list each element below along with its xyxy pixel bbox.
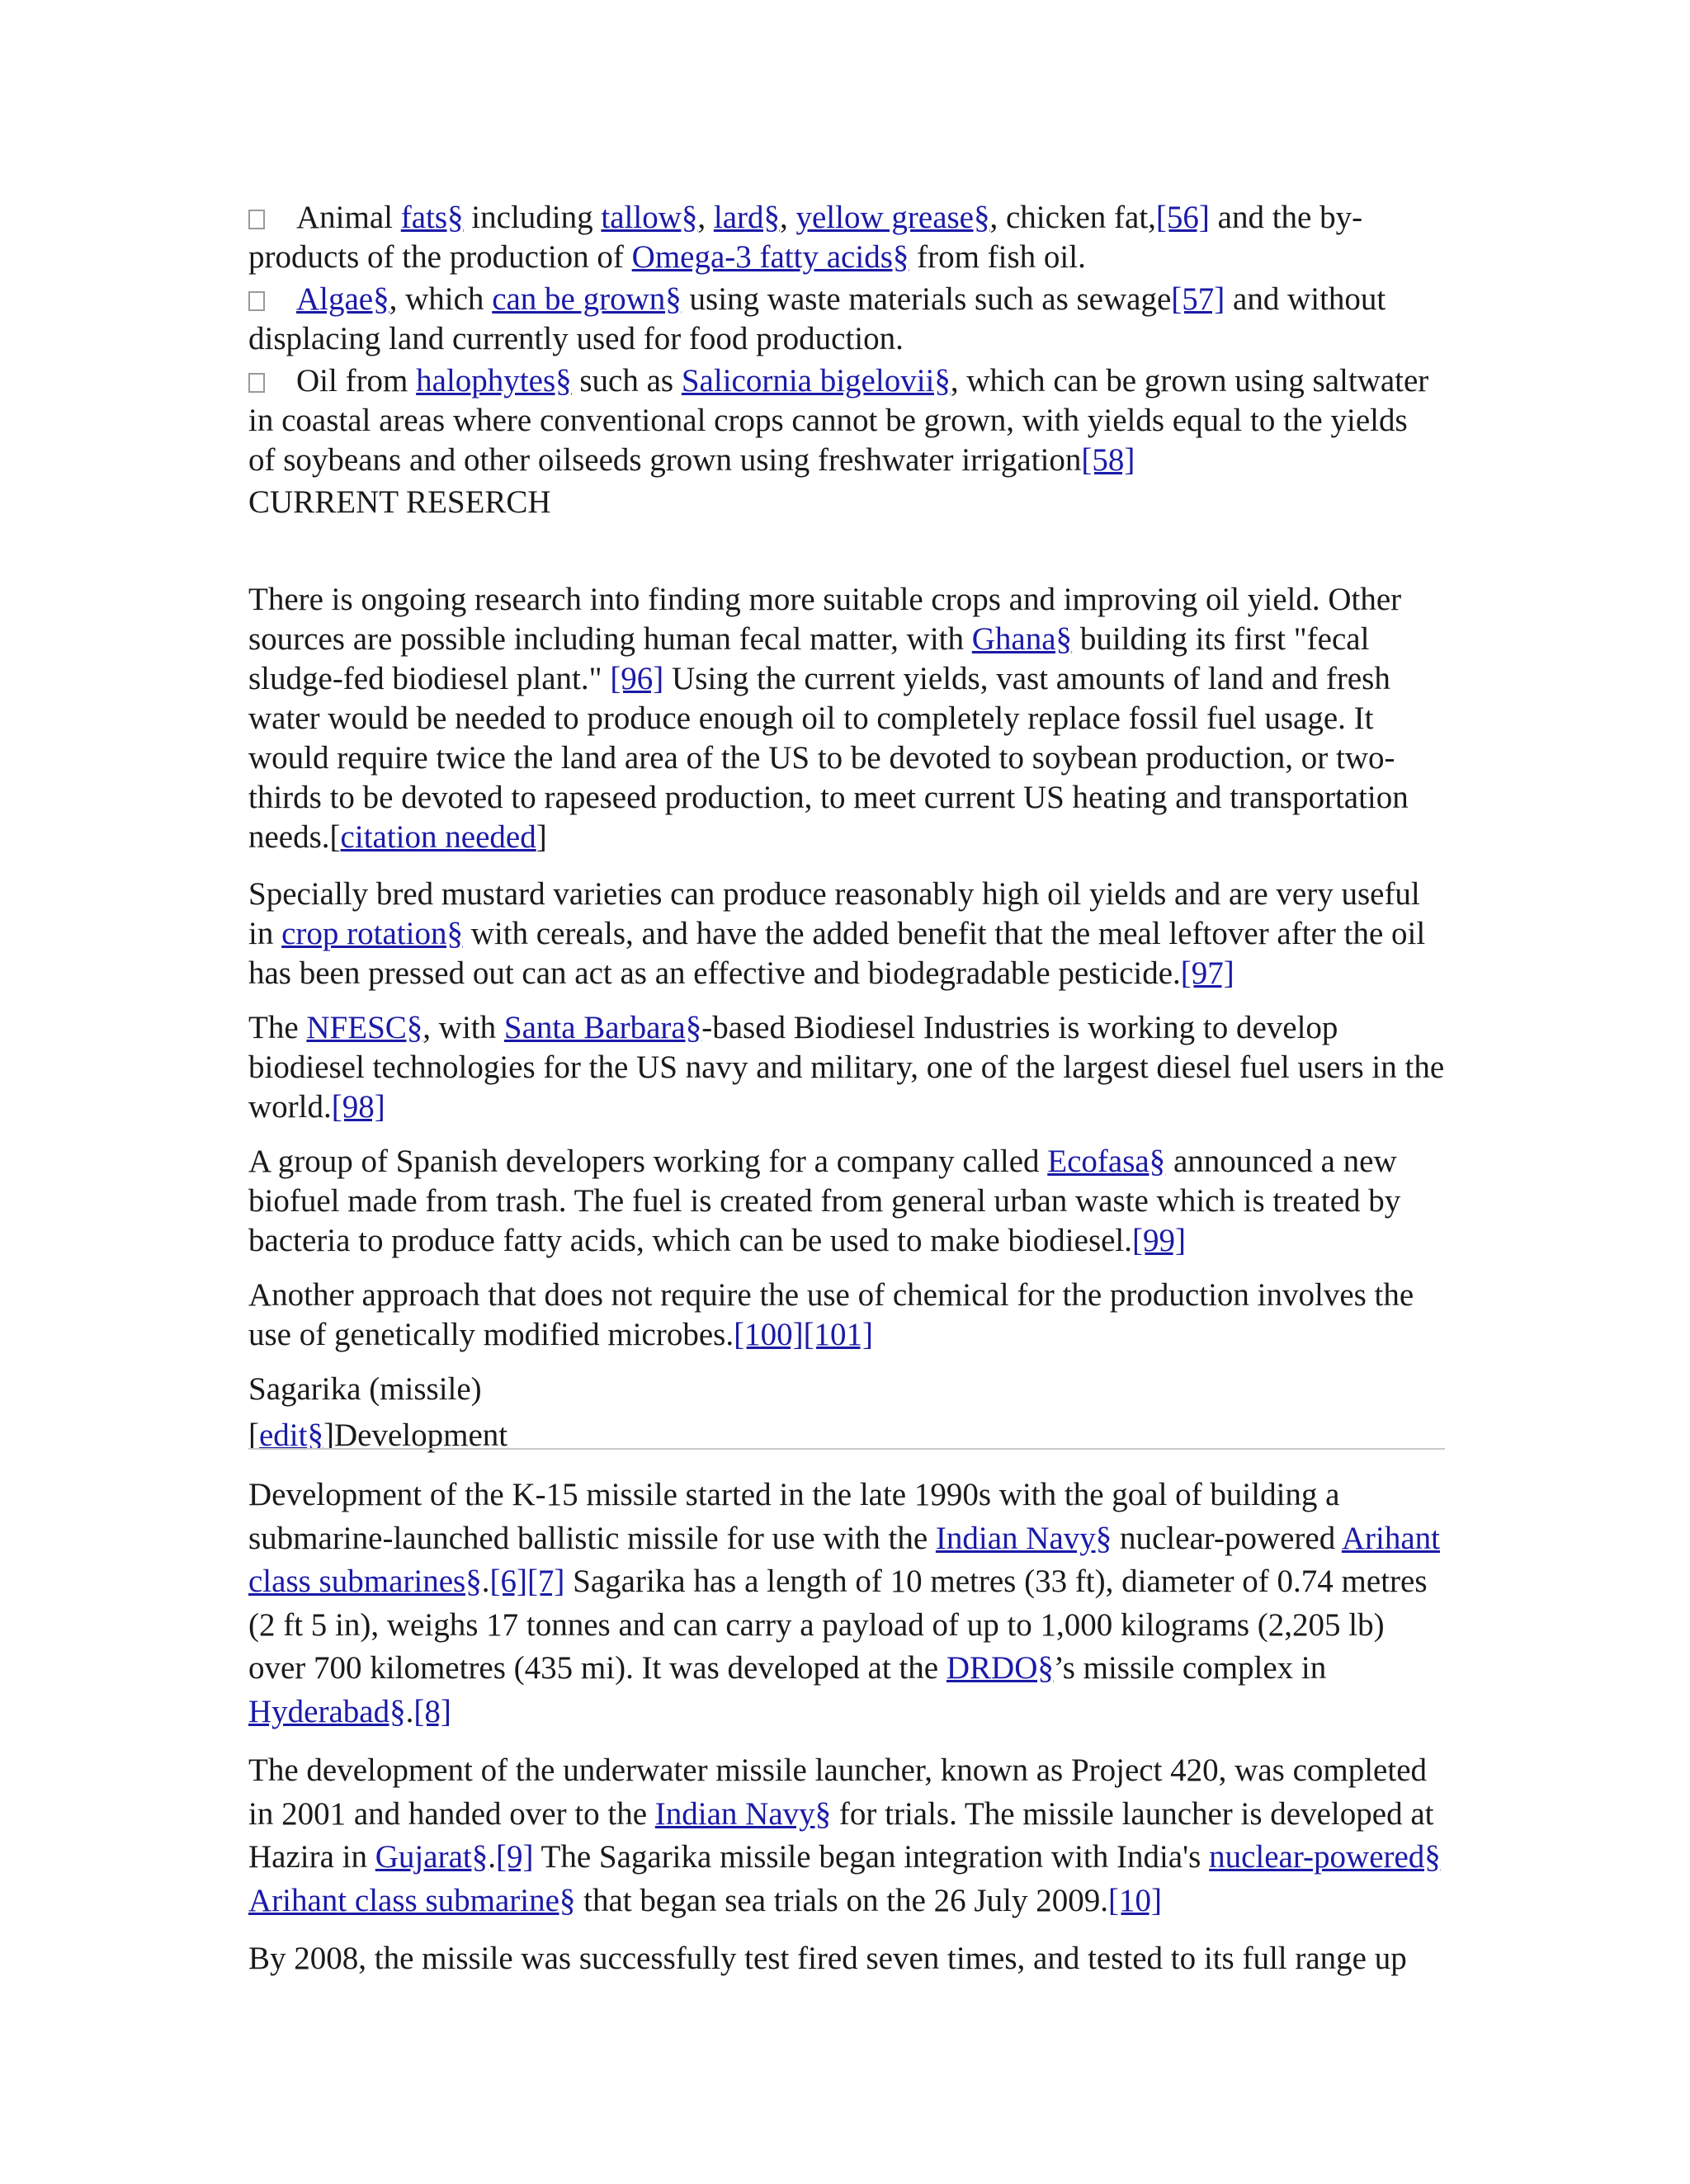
ref-6[interactable]: [6]	[489, 1564, 527, 1599]
link-gujarat[interactable]: Gujarat§	[375, 1839, 489, 1875]
ref-9[interactable]: [9]	[495, 1839, 534, 1875]
list-item: Animal fats§ including tallow§, lard§, yellow grease§, chicken fat,[56] and the by-products of the production of Omega-3 fatty acids§ from fish oil.	[248, 200, 1363, 275]
ref-97[interactable]: [97]	[1180, 955, 1234, 991]
ref-99[interactable]: [99]	[1132, 1223, 1186, 1258]
list-item: Algae§, which can be grown§ using waste materials such as sewage[57] and without displacing land currently used for food production.	[248, 281, 1386, 356]
link-nuclear-powered[interactable]: nuclear-powered§	[1209, 1839, 1441, 1875]
paragraph-nfesc: The NFESC§, with Santa Barbara§-based Biodiesel Industries is working to develop biodiesel technologies for the US navy and military, one of the largest diesel fuel users in the world.[98]	[248, 1010, 1445, 1125]
link-indian-navy-2[interactable]: Indian Navy§	[654, 1795, 832, 1832]
article-title-sagarika: Sagarika (missile)	[248, 1371, 482, 1407]
link-tallow[interactable]: tallow§	[601, 200, 698, 235]
link-nfesc[interactable]: NFESC§	[306, 1010, 423, 1045]
ref-8[interactable]: [8]	[413, 1693, 451, 1729]
ref-101[interactable]: [101]	[803, 1317, 874, 1352]
paragraph-2008-tests: By 2008, the missile was successfully test fired seven times, and tested to its full range up	[248, 1941, 1407, 1976]
link-yellow-grease[interactable]: yellow grease§	[795, 200, 990, 235]
ref-7[interactable]: [7]	[526, 1564, 565, 1599]
checkbox-glyph-icon	[248, 210, 265, 229]
link-drdo[interactable]: DRDO§	[946, 1650, 1054, 1686]
source-list	[248, 198, 1437, 522]
link-arihant-class-submarine[interactable]: Arihant class submarine§	[248, 1882, 576, 1918]
link-salicornia[interactable]: Salicornia bigelovii§	[681, 363, 951, 399]
ref-96[interactable]: [96]	[610, 661, 664, 696]
link-hyderabad[interactable]: Hyderabad§	[248, 1693, 406, 1729]
link-arihant-class-submarines[interactable]: Arihant class submarines§	[248, 1520, 1440, 1599]
edit-link[interactable]: edit§	[259, 1417, 323, 1453]
section-heading-development: [edit§]Development	[248, 1417, 508, 1453]
section-divider	[248, 1448, 1445, 1450]
paragraph-ongoing-research: There is ongoing research into finding more suitable crops and improving oil yield. Other sources are possible including human fecal matter, with Ghana§ building its first "fecal sludge-fed biodiesel plant." [96] Using the current yields, vast amounts of land and fresh water would be needed to produce enough oil to completely replace fossil fuel usage. It would require twice the land area of the US to be devoted to soybean production, or two-thirds to be devoted to rapeseed production, to meet current US heating and transportation needs.[citation needed]	[248, 582, 1409, 855]
link-citation-needed[interactable]: citation needed	[340, 819, 536, 855]
ref-56[interactable]: [56]	[1155, 200, 1210, 235]
link-can-be-grown[interactable]: can be grown§	[492, 281, 682, 317]
checkbox-glyph-icon	[248, 373, 265, 393]
paragraph-project-420: The development of the underwater missile launcher, known as Project 420, was completed in 2001 and handed over to the Indian Navy§ for trials. The missile launcher is developed at Hazira in Gujarat§.[9] The Sagarika missile began integration with India's nuclear-powered§ Arihant class submarine§ that began sea trials on the 26 July 2009.[10]	[248, 1752, 1441, 1918]
link-fats[interactable]: fats§	[400, 200, 464, 235]
link-crop-rotation[interactable]: crop rotation§	[281, 916, 463, 951]
list-item: Oil from halophytes§ such as Salicornia bigelovii§, which can be grown using saltwater in coastal areas where conventional crops cannot be grown, with yields equal to the yields of soybeans and other oilseeds grown using freshwater irrigation[58]	[248, 363, 1429, 478]
paragraph-microbes: Another approach that does not require the use of chemical for the production involves the use of genetically modified microbes.[100][101]	[248, 1277, 1414, 1352]
paragraph-development-k15: Development of the K-15 missile started in the late 1990s with the goal of building a submarine-launched ballistic missile for use with the Indian Navy§ nuclear-powered Arihant class submarines§.[6][7] Sagarika has a length of 10 metres (33 ft), diameter of 0.74 metres (2 ft 5 in), weighs 17 tonnes and can carry a payload of up to 1,000 kilograms (2,205 lb) over 700 kilometres (435 mi). It was developed at the DRDO§’s missile complex in Hyderabad§.[8]	[248, 1477, 1440, 1729]
paragraph-mustard: Specially bred mustard varieties can produce reasonably high oil yields and are very useful in crop rotation§ with cereals, and have the added benefit that the meal leftover after the oil has been pressed out can act as an effective and biodegradable pesticide.[97]	[248, 876, 1426, 991]
link-ghana[interactable]: Ghana§	[971, 621, 1073, 657]
section-heading-current-research: CURRENT RESERCH	[248, 484, 551, 520]
link-indian-navy[interactable]: Indian Navy§	[935, 1520, 1112, 1556]
link-omega-3[interactable]: Omega-3 fatty acids§	[631, 239, 909, 275]
paragraph-ecofasa: A group of Spanish developers working for a company called Ecofasa§ announced a new biofuel made from trash. The fuel is created from general urban waste which is treated by bacteria to produce fatty acids, which can be used to make biodiesel.[99]	[248, 1144, 1401, 1258]
ref-58[interactable]: [58]	[1081, 442, 1135, 478]
ref-100[interactable]: [100]	[734, 1317, 804, 1352]
link-ecofasa[interactable]: Ecofasa§	[1047, 1144, 1166, 1179]
link-halophytes[interactable]: halophytes§	[416, 363, 572, 399]
link-santa-barbara[interactable]: Santa Barbara§	[503, 1010, 702, 1045]
ref-57[interactable]: [57]	[1171, 281, 1225, 317]
link-lard[interactable]: lard§	[713, 200, 780, 235]
checkbox-glyph-icon	[248, 291, 265, 311]
ref-10[interactable]: [10]	[1107, 1882, 1162, 1918]
link-algae[interactable]: Algae§	[296, 281, 389, 317]
ref-98[interactable]: [98]	[331, 1089, 385, 1125]
